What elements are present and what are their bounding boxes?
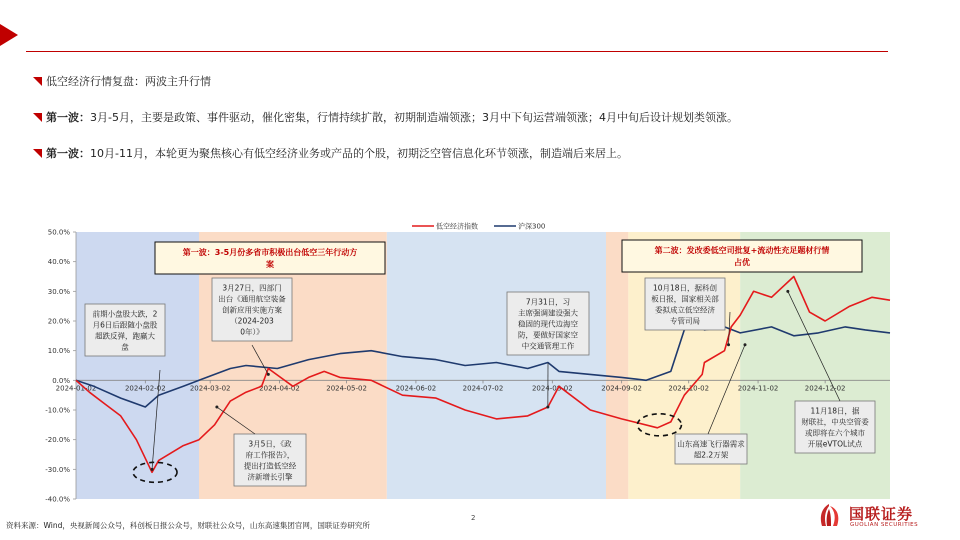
bullet-overview bbox=[33, 75, 211, 89]
y-tick-label: 10.0% bbox=[47, 347, 70, 356]
x-tick-label: 2024-10-02 bbox=[668, 384, 710, 393]
bullet-marker bbox=[33, 77, 42, 86]
note-nov18-evtol bbox=[795, 401, 875, 453]
callout-pointer-dot bbox=[744, 343, 747, 346]
logo-subtext: GUOLIAN SECURITIES bbox=[850, 522, 919, 528]
index-comparison-chart bbox=[0, 212, 960, 512]
bullet-wave-one-title: 第一波： bbox=[46, 111, 90, 124]
y-tick-label: 30.0% bbox=[47, 287, 70, 296]
y-tick-label: 40.0% bbox=[47, 258, 70, 267]
wave-one-callout bbox=[155, 242, 385, 274]
y-tick-label: -20.0% bbox=[45, 436, 70, 445]
note-feb-small-caps-text: 前期小盘股大跌，2 月6日后跟随小盘股超跌反弹，跑赢大盘 bbox=[92, 309, 158, 352]
bullet-wave-one bbox=[33, 111, 738, 125]
y-tick-label: -40.0% bbox=[45, 495, 70, 504]
x-tick-label: 2024-11-02 bbox=[737, 384, 779, 393]
callout-pointer-dot bbox=[215, 406, 218, 409]
callout-pointer-dot bbox=[546, 406, 549, 409]
bullet-marker bbox=[33, 113, 42, 122]
wave-two-callout-frame bbox=[622, 240, 862, 272]
company-logo bbox=[816, 502, 950, 530]
logo-text: 国联证券 bbox=[849, 505, 914, 523]
note-jul31-defense bbox=[507, 292, 589, 355]
y-tick-label: -30.0% bbox=[45, 465, 70, 474]
source-note: 资料来源：Wind，央视新闻公众号，科创板日报公众号，财联社公众号，山东高速集团官网，国联证券研究所 bbox=[6, 521, 370, 530]
note-mar27-policy bbox=[212, 278, 292, 341]
note-nov18-evtol-text: 11月18日，据财联社，中央空管委或即将在六个城市开展eVTOL试点 bbox=[801, 406, 869, 449]
logo-mark-icon bbox=[816, 502, 842, 528]
note-mar5-report bbox=[234, 434, 306, 486]
bullet-marker bbox=[33, 149, 42, 158]
period-band bbox=[387, 232, 606, 499]
legend-label: 沪深300 bbox=[518, 222, 546, 231]
y-tick-label: -10.0% bbox=[45, 406, 70, 415]
wave-two-callout-text: 第二波：发改委低空司批复+流动性充足题材行情占优 bbox=[654, 246, 830, 267]
note-oct18-regulator bbox=[645, 278, 725, 330]
x-tick-label: 2024-09-02 bbox=[601, 384, 642, 393]
x-tick-label: 2024-07-02 bbox=[462, 384, 504, 393]
note-shandong-demand-text: 山东高速飞行器需求超2.2万架 bbox=[677, 439, 745, 460]
x-tick-label: 2024-04-02 bbox=[259, 384, 300, 393]
x-tick-label: 2024-08-02 bbox=[531, 384, 573, 393]
page-number: 2 bbox=[471, 514, 476, 522]
callout-pointer-dot bbox=[786, 290, 789, 293]
y-tick-label: 20.0% bbox=[47, 317, 70, 326]
x-tick-label: 2024-01-02 bbox=[55, 384, 97, 393]
x-tick-label: 2024-05-02 bbox=[326, 384, 367, 393]
x-tick-label: 2024-12-02 bbox=[804, 384, 846, 393]
legend-label: 低空经济指数 bbox=[436, 222, 478, 231]
x-tick-label: 2024-02-02 bbox=[124, 384, 166, 393]
x-tick-label: 2024-06-02 bbox=[395, 384, 437, 393]
bullet-wave-two bbox=[33, 147, 628, 161]
note-oct18-regulator-text: 10月18日，据科创板日报，国家相关部委拟成立低空经济专管司局 bbox=[651, 283, 719, 326]
wave-two-callout bbox=[622, 240, 862, 272]
bullet-wave-two-text: 10月-11月，本轮更为聚焦核心有低空经济业务或产品的个股，初期泛空管信息化环节领涨，制造端后来居上。 bbox=[90, 147, 628, 160]
callout-pointer-dot bbox=[267, 373, 270, 376]
callout-pointer-dot bbox=[727, 343, 730, 346]
wave-one-callout-frame bbox=[155, 242, 385, 274]
y-tick-label: 50.0% bbox=[47, 228, 70, 237]
bullet-wave-two-title: 第一波： bbox=[46, 147, 90, 160]
note-jul31-defense-text: 7月31日，习主席强调建设强大稳固的现代边海空防，要做好国家空中交通管理工作 bbox=[518, 297, 578, 351]
note-feb-small-caps bbox=[85, 304, 165, 356]
bullet-wave-one-text: 3月-5月，主要是政策、事件驱动，催化密集，行情持续扩散，初期制造端领涨；3月中下旬运营端领涨；4月中旬后设计规划类领涨。 bbox=[90, 111, 738, 124]
note-shandong-demand-frame bbox=[675, 434, 747, 464]
note-mar27-policy-text: 3月27日，四部门出台《通用航空装备创新应用实施方案（2024-203 0年）》 bbox=[218, 283, 286, 337]
callout-pointer-dot bbox=[151, 468, 154, 471]
x-tick-label: 2024-03-02 bbox=[189, 384, 231, 393]
bullet-overview-text: 低空经济行情复盘：两波主升行情 bbox=[46, 75, 211, 88]
note-mar5-report-text: 3月5日，《政府工作报告》，提出打造低空经济新增长引擎 bbox=[243, 439, 297, 482]
y-tick-label: 0.0% bbox=[52, 376, 70, 385]
wave-one-callout-text: 第一波：3-5月份多省市积极出台低空三年行动方案 bbox=[182, 248, 358, 269]
note-shandong-demand bbox=[675, 434, 747, 464]
header-divider bbox=[26, 51, 888, 52]
title-marker bbox=[0, 24, 18, 46]
